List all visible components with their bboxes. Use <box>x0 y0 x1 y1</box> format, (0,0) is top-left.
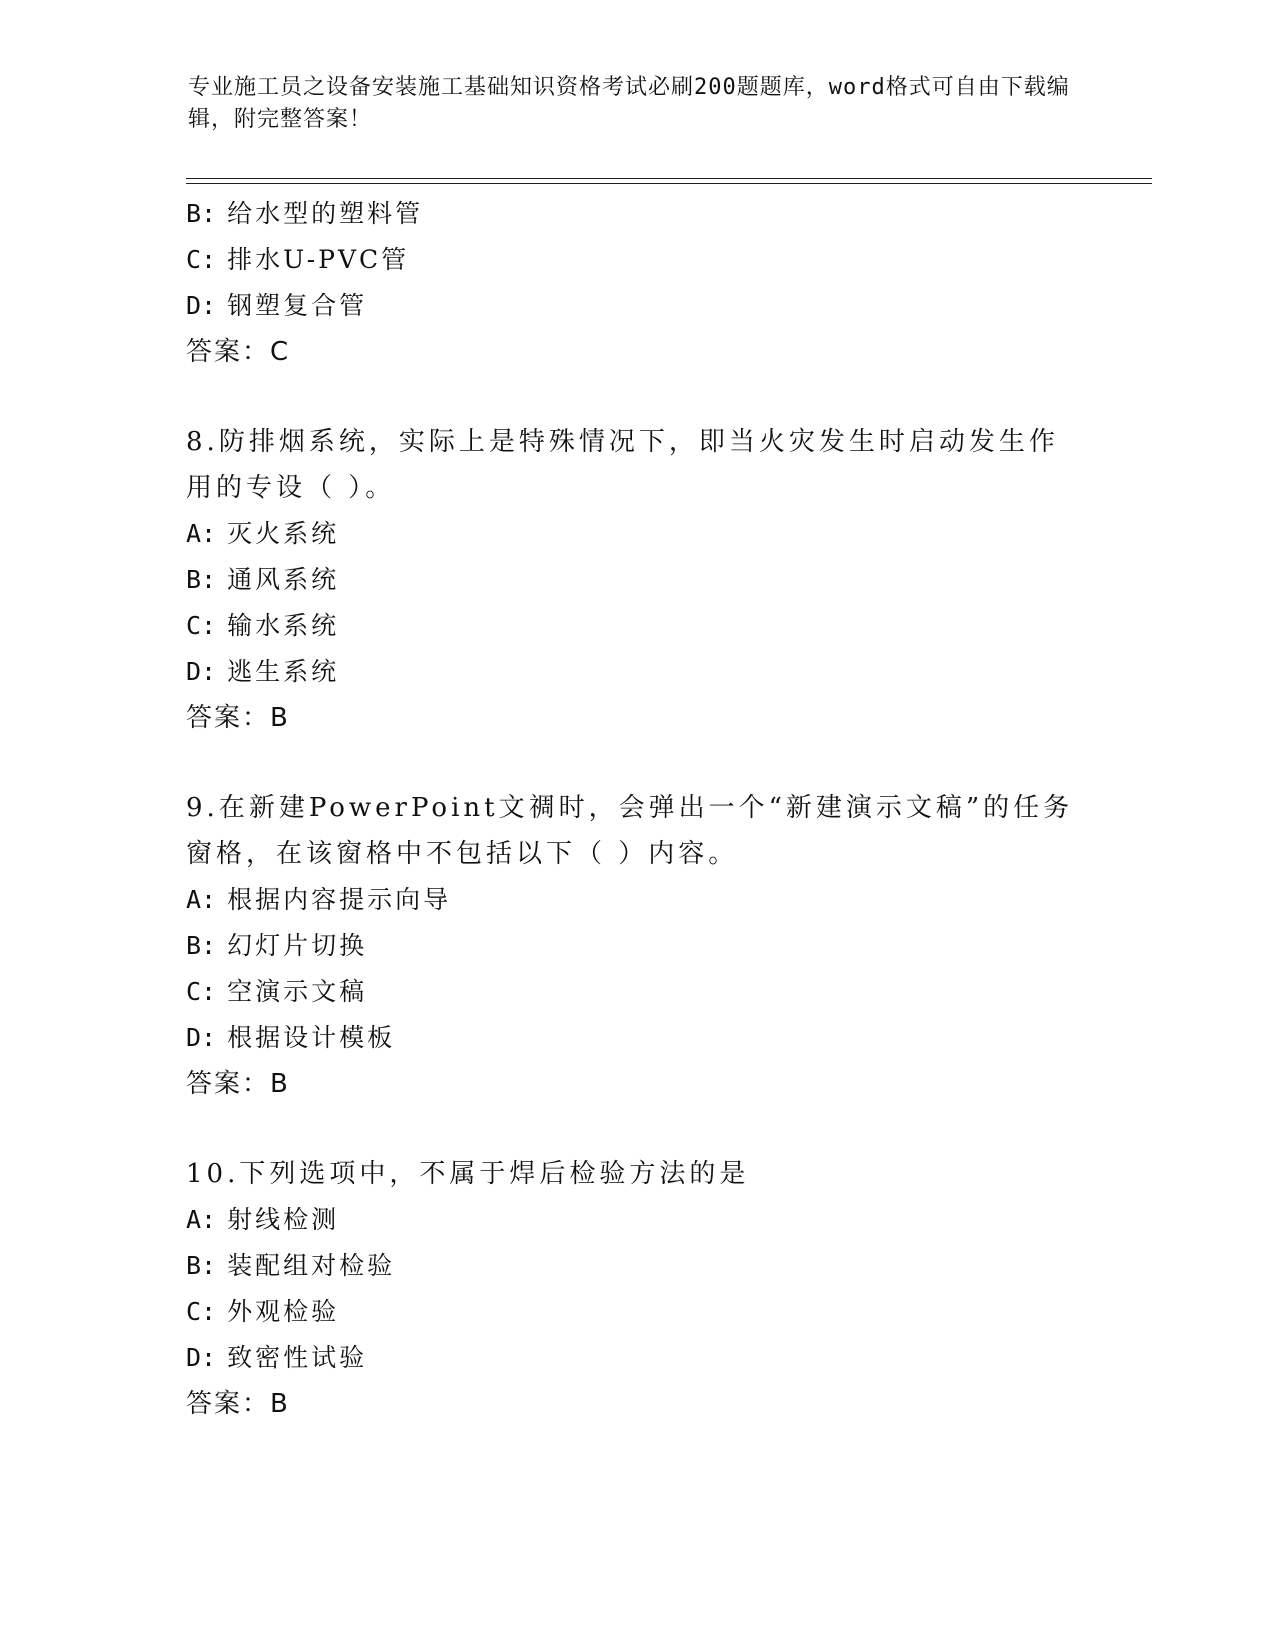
option-b: B: 通风系统 <box>186 565 340 594</box>
question-9 <box>186 785 1086 1107</box>
option-d: D: 钢塑复合管 <box>186 291 368 320</box>
answer-label: 答案：B <box>186 1389 290 1419</box>
question-text: 9.在新建PowerPoint文禂时，会弹出一个“新建演示文稿”的任务窗格，在该窗格中不包括以下（ ）内容。 <box>186 793 1074 869</box>
document-title: 专业施工员之设备安装施工基础知识资格考试必刷200题题库，word格式可自由下载编辑，附完整答案！ <box>188 75 1070 132</box>
option-c: C: 空演示文稿 <box>186 977 368 1006</box>
option-c: C: 排水U-PVC管 <box>186 245 410 274</box>
question-text: 8.防排烟系统，实际上是特殊情况下，即当火灾发生时启动发生作用的专设（ ）。 <box>186 427 1059 503</box>
question-8 <box>186 419 1086 741</box>
answer-label: 答案：C <box>186 337 291 367</box>
question-7-continued <box>186 191 1086 375</box>
document-header <box>188 72 1088 136</box>
option-c: C: 输水系统 <box>186 611 340 640</box>
option-a: A: 射线检测 <box>186 1205 340 1234</box>
question-list <box>186 191 1086 1427</box>
option-b: B: 幻灯片切换 <box>186 931 368 960</box>
question-text: 10.下列选项中，不属于焊后检验方法的是 <box>186 1159 750 1189</box>
option-c: C: 外观检验 <box>186 1297 340 1326</box>
option-d: D: 逃生系统 <box>186 657 340 686</box>
header-rule-bottom <box>186 183 1152 184</box>
option-a: A: 灭火系统 <box>186 519 340 548</box>
option-d: D: 根据设计模板 <box>186 1023 396 1052</box>
option-d: D: 致密性试验 <box>186 1343 368 1372</box>
option-b: B: 装配组对检验 <box>186 1251 396 1280</box>
answer-label: 答案：B <box>186 1069 290 1099</box>
header-rule-top <box>186 178 1152 179</box>
option-a: A: 根据内容提示向导 <box>186 885 452 914</box>
question-10 <box>186 1151 1086 1427</box>
option-b: B: 给水型的塑料管 <box>186 199 424 228</box>
answer-label: 答案：B <box>186 703 290 733</box>
